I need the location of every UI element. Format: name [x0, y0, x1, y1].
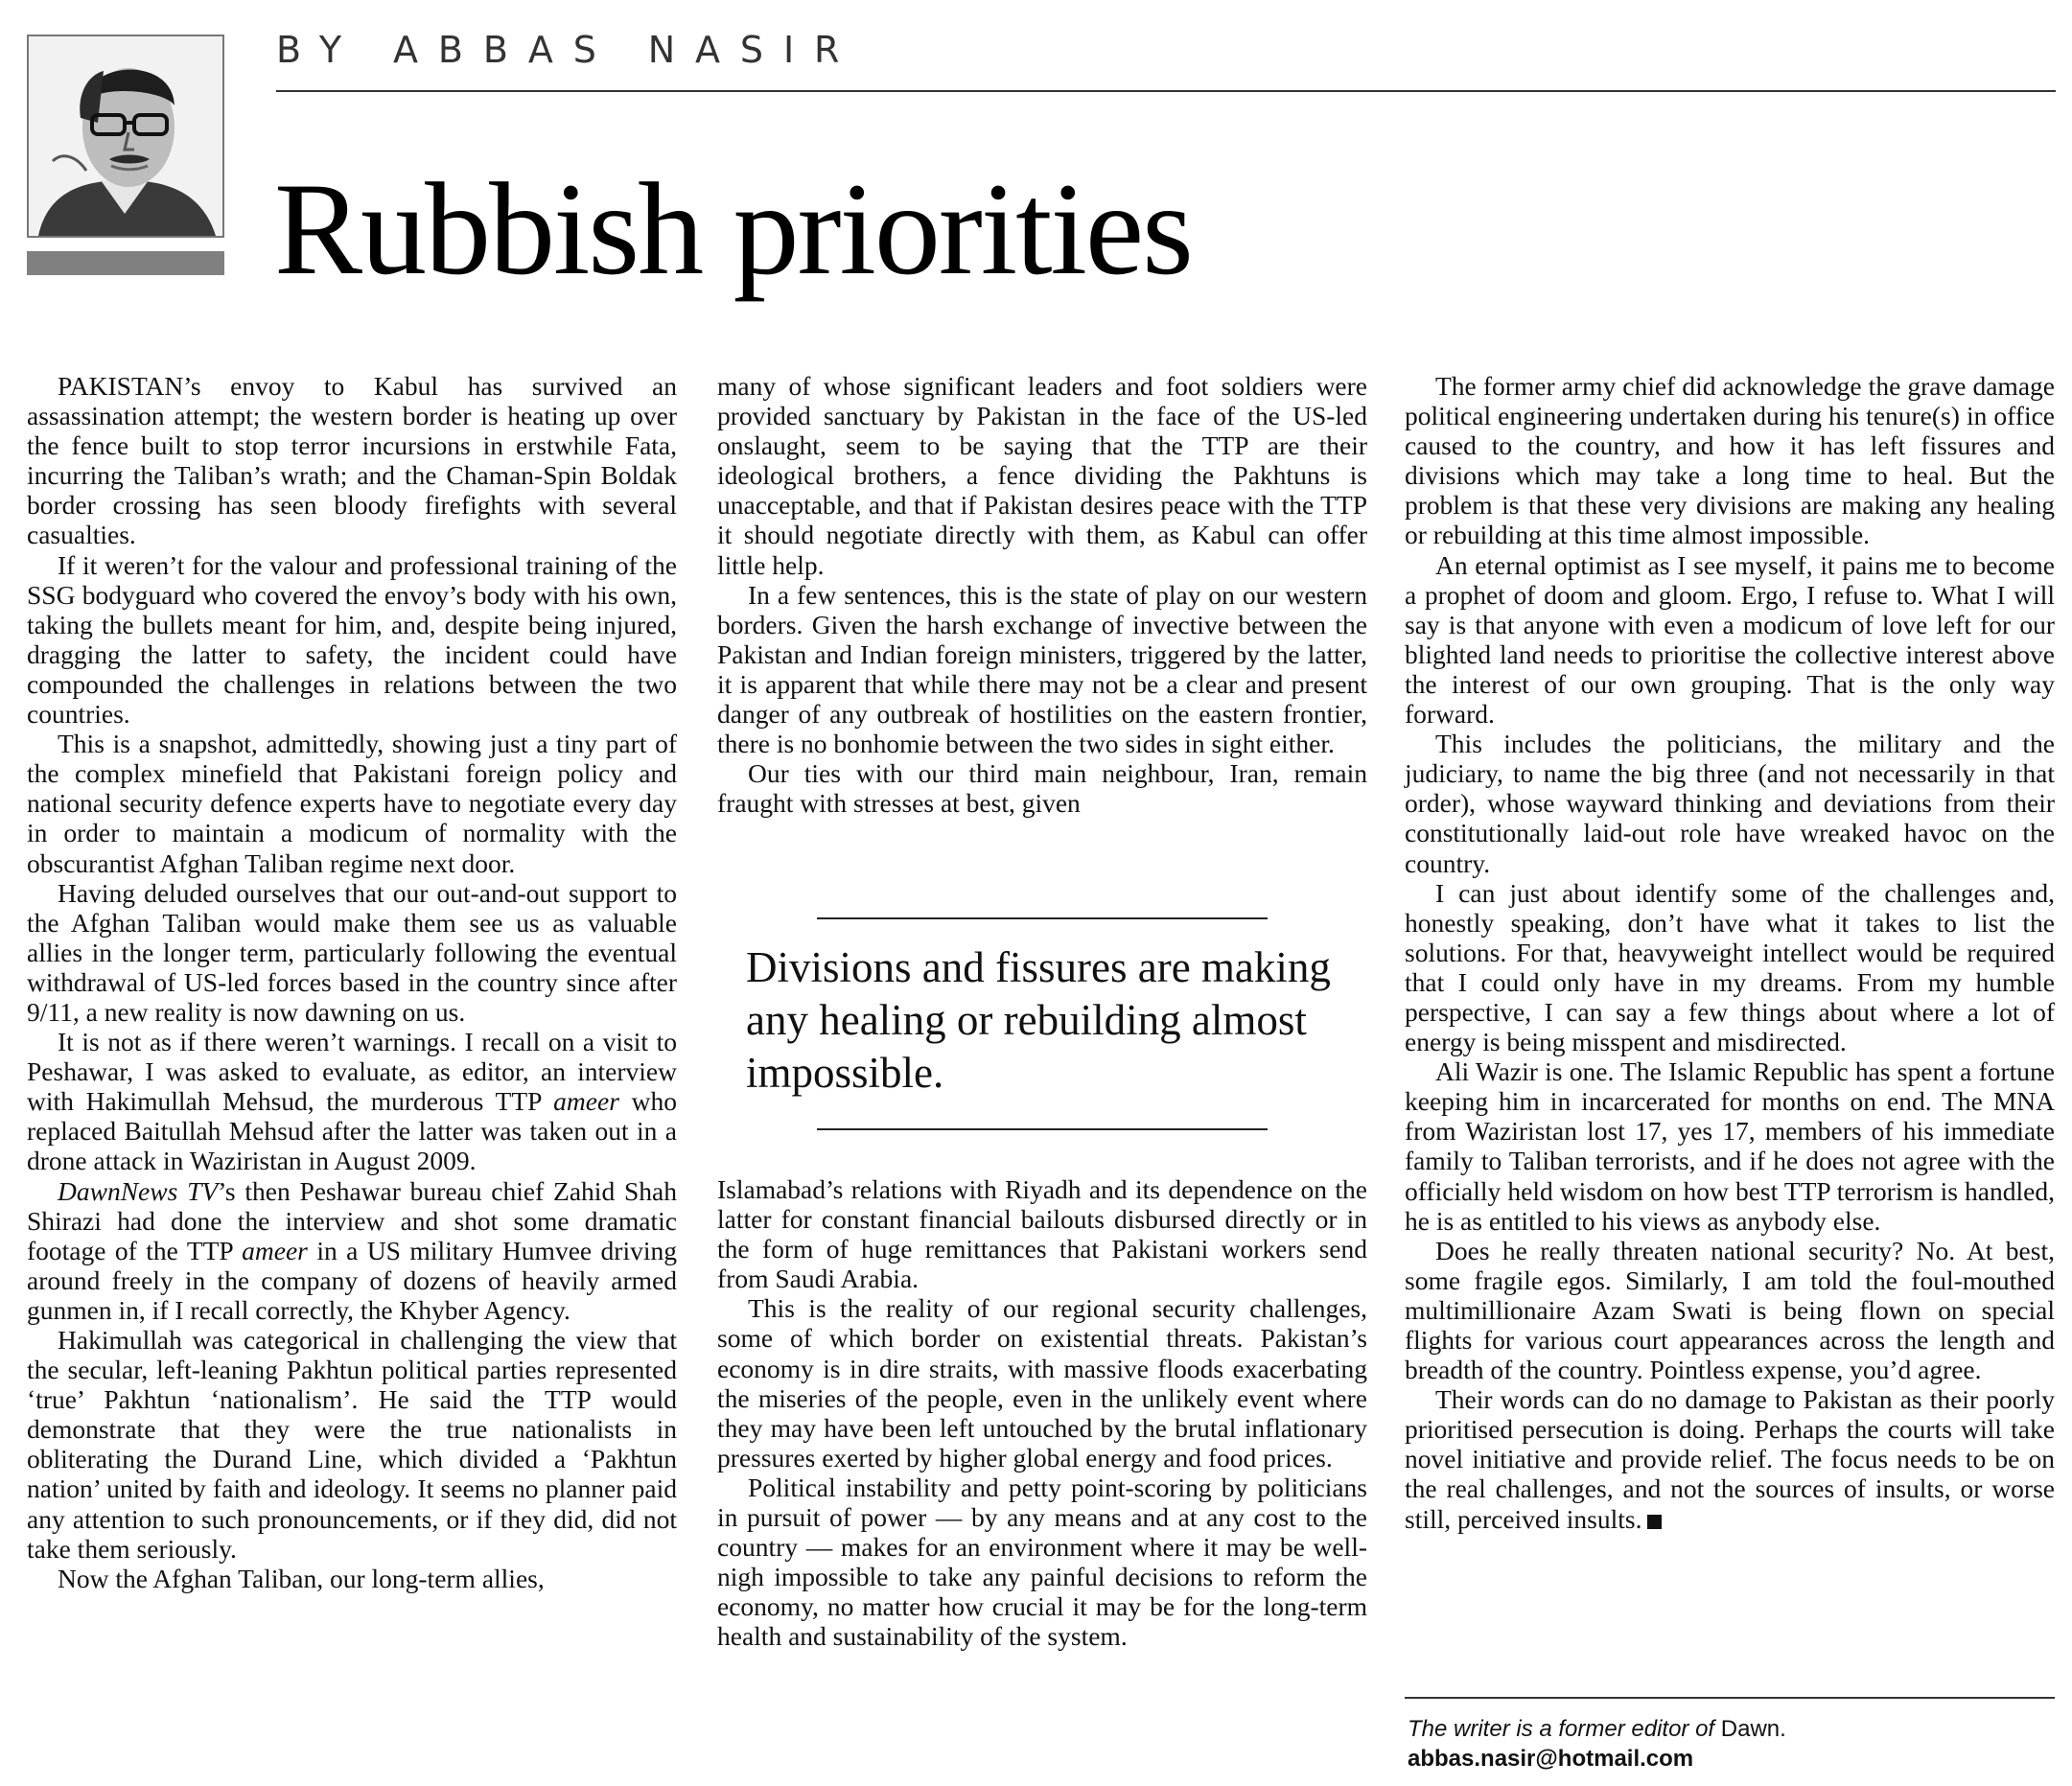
- paragraph-text: Islamabad’s relations with Riyadh and its dependence on the latter for constant financial bailouts disbursed directly or in the form of huge remittances that Pakistani workers send from Saudi Arabia.: [717, 1174, 1367, 1294]
- author-note-publication: Dawn.: [1720, 1716, 1786, 1742]
- paragraph-text: many of whose significant leaders and foot soldiers were provided sanctuary by Pakistan in the face of the US-led onslaught, seem to be saying that the TTP are their ideological brothers, a fence dividing the Pakhtuns is unacceptable, and that if Pakistan desires peace with the TTP it should negotiate directly with them, as Kabul can offer little help.: [717, 371, 1367, 580]
- article-column-2-top: [717, 371, 1367, 818]
- author-note: [1408, 1714, 1786, 1744]
- paragraph-text: Our ties with our third main neighbour, Iran, remain fraught with stresses at best, given: [717, 758, 1367, 819]
- byline: BY ABBAS NASIR: [276, 29, 860, 71]
- paragraph-text: This includes the politicians, the military and the judiciary, to name the big three (and not necessarily in that order), whose wayward thinking and deviations from their constitutionally laid-out role have wreaked havoc on the country.: [1405, 729, 2055, 878]
- article-paragraph: [717, 758, 1367, 818]
- author-email[interactable]: abbas.nasir@hotmail.com: [1408, 1746, 1694, 1772]
- article-paragraph: [27, 1176, 677, 1325]
- article-paragraph: [1405, 1384, 2055, 1533]
- article-paragraph: [27, 550, 677, 730]
- italic-text: ameer: [242, 1235, 308, 1265]
- end-of-article-mark: [1647, 1515, 1662, 1529]
- author-portrait: [27, 35, 224, 238]
- paragraph-text: If it weren’t for the valour and professional training of the SSG bodyguard who covered the envoy’s body with his own, taking the bullets meant for him, and, despite being injured, dragging the latter to safety, the incident could have compounded the challenges in relations between the two countries.: [27, 549, 677, 730]
- paragraph-text: It is not as if there weren’t warnings. I recall on a visit to Peshawar, I was asked to evaluate, as editor, an interview with Hakimullah Mehsud, the murderous TTP: [27, 1027, 677, 1117]
- paragraph-text: Their words can do no damage to Pakistan as their poorly prioritised persecution is doing. Perhaps the courts will take novel initiative and provide relief. The focus needs to be on the real challenges, and not the sources of insults, or worse still, perceived insults.: [1405, 1384, 2055, 1534]
- author-footer: [1408, 1714, 1786, 1774]
- article-column-2-bottom: [717, 1174, 1367, 1652]
- article-paragraph: [27, 1027, 677, 1175]
- pullquote-rule-top: [817, 917, 1268, 919]
- paragraph-text: in a US military Humvee driving around freely in the company of dozens of heavily armed gunmen in, if I recall correctly, the Khyber Agency.: [27, 1235, 677, 1325]
- paragraph-text: In a few sentences, this is the state of play on our western borders. Given the harsh exchange of invective between the Pakistan and Indian foreign ministers, triggered by the latter, it is apparent that while there may not be a clear and present danger of any outbreak of hostilities on the eastern frontier, there is no bonhomie between the two sides in sight either.: [717, 579, 1367, 759]
- article-paragraph: [1405, 729, 2055, 877]
- article-paragraph: [27, 1325, 677, 1564]
- article-paragraph: [717, 1473, 1367, 1652]
- article-paragraph: [27, 371, 677, 550]
- article-paragraph: [1405, 550, 2055, 730]
- headline: Rubbish priorities: [274, 155, 1192, 302]
- paragraph-text: Having deluded ourselves that our out-and-out support to the Afghan Taliban would make them see us as valuable allies in the longer term, particularly following the eventual withdrawal of US-led forces based in the country since after 9/11, a new reality is now dawning on us.: [27, 877, 677, 1027]
- paragraph-text: who replaced Baitullah Mehsud after the latter was taken out in a drone attack in Waziristan in August 2009.: [27, 1086, 677, 1176]
- paragraph-text: Does he really threaten national security? No. At best, some fragile egos. Similarly, I am told the foul-mouthed multimillionaire Azam Swati is being flown on special flights for various court appearances across the length and breadth of the country. Pointless expense, you’d agree.: [1405, 1235, 2055, 1385]
- italic-text: ameer: [553, 1086, 619, 1117]
- pullquote-rule-bottom: [817, 1128, 1268, 1130]
- article-paragraph: [1405, 878, 2055, 1057]
- author-note-text: The writer is a former editor of: [1408, 1716, 1715, 1742]
- paragraph-text: ’s then Peshawar bureau chief Zahid Shah Shirazi had done the interview and shot some dramatic footage of the TTP: [27, 1175, 678, 1265]
- article-paragraph: [1405, 371, 2055, 550]
- paragraph-text: This is a snapshot, admittedly, showing just a tiny part of the complex minefield that Pakistani foreign policy and national security defence experts have to negotiate every day in order to maintain a modicum of normality with the obscurantist Afghan Taliban regime next door.: [27, 729, 677, 878]
- article-paragraph: [27, 1564, 677, 1593]
- footer-rule: [1405, 1697, 2055, 1699]
- article-paragraph: [717, 371, 1367, 580]
- byline-rule: [276, 90, 2056, 92]
- paragraph-text: An eternal optimist as I see myself, it pains me to become a prophet of doom and gloom. Ergo, I refuse to. What I will say is that anyone with even a modicum of love left for our blighted land needs to prioritise the collective interest above the interest of our own grouping. That is the only way forward.: [1405, 549, 2055, 730]
- author-portrait-image: [29, 36, 222, 236]
- paragraph-text: Political instability and petty point-scoring by politicians in pursuit of power — by any means and at any cost to the country — makes for an environment where it may be well-nigh impossible to take any painful decisions to reform the economy, no matter how crucial it may be for the long-term health and sustainability of the system.: [717, 1472, 1367, 1652]
- article-column-3: [1405, 371, 2055, 1534]
- article-paragraph: [717, 580, 1367, 759]
- article-paragraph: [717, 1293, 1367, 1473]
- paragraph-text: The former army chief did acknowledge the grave damage political engineering undertaken during his tenure(s) in office caused to the country, and how it has left fissures and divisions which may take a long time to heal. But the problem is that these very divisions are making any healing or rebuilding at this time almost impossible.: [1405, 371, 2055, 550]
- article-paragraph: [1405, 1236, 2055, 1384]
- paragraph-text: Now the Afghan Taliban, our long-term allies,: [58, 1563, 545, 1593]
- article-paragraph: [27, 729, 677, 877]
- pullquote: Divisions and fissures are making any healing or rebuilding almost impossible.: [746, 943, 1331, 1097]
- paragraph-text: I can just about identify some of the challenges and, honestly speaking, don’t have what it takes to list the solutions. For that, heavyweight intellect would be required that I could only have in my dreams. From my humble perspective, I can say a few things about where a lot of energy is being misspent and misdirected.: [1405, 877, 2055, 1057]
- italic-text: DawnNews TV: [58, 1175, 219, 1206]
- paragraph-text: PAKISTAN’s envoy to Kabul has survived an assassination attempt; the western border is heating up over the fence built to stop terror incursions in erstwhile Fata, incurring the Taliban’s wrath; and the Chaman-Spin Boldak border crossing has seen bloody firefights with several casualties.: [27, 371, 677, 550]
- portrait-bar: [27, 251, 224, 275]
- paragraph-text: Ali Wazir is one. The Islamic Republic has spent a fortune keeping him in incarcerated for months on end. The MNA from Waziristan lost 17, yes 17, members of his immediate family to Taliban terrorists, and if he does not agree with the officially held wisdom on how best TTP terrorism is handled, he is as entitled to his views as anybody else.: [1405, 1056, 2055, 1236]
- paragraph-text: Hakimullah was categorical in challenging the view that the secular, left-leaning Pakhtun political parties represented ‘true’ Pakhtun ‘nationalism’. He said the TTP would demonstrate that they were the true nationalists in obliterating the Durand Line, which divided a ‘Pakhtun nation’ united by faith and ideology. It seems no planner paid any attention to such pronouncements, or if they did, did not take them seriously.: [27, 1325, 677, 1564]
- article-paragraph: [1405, 1056, 2055, 1236]
- article-paragraph: [717, 1174, 1367, 1293]
- paragraph-text: This is the reality of our regional security challenges, some of which border on existential threats. Pakistan’s economy is in dire straits, with massive floods exacerbating the miseries of the people, even in the unlikely event where they may have been left untouched by the brutal inflationary pressures exerted by higher global energy and food prices.: [717, 1293, 1367, 1473]
- article-column-1: [27, 371, 677, 1780]
- article-paragraph: [27, 878, 677, 1027]
